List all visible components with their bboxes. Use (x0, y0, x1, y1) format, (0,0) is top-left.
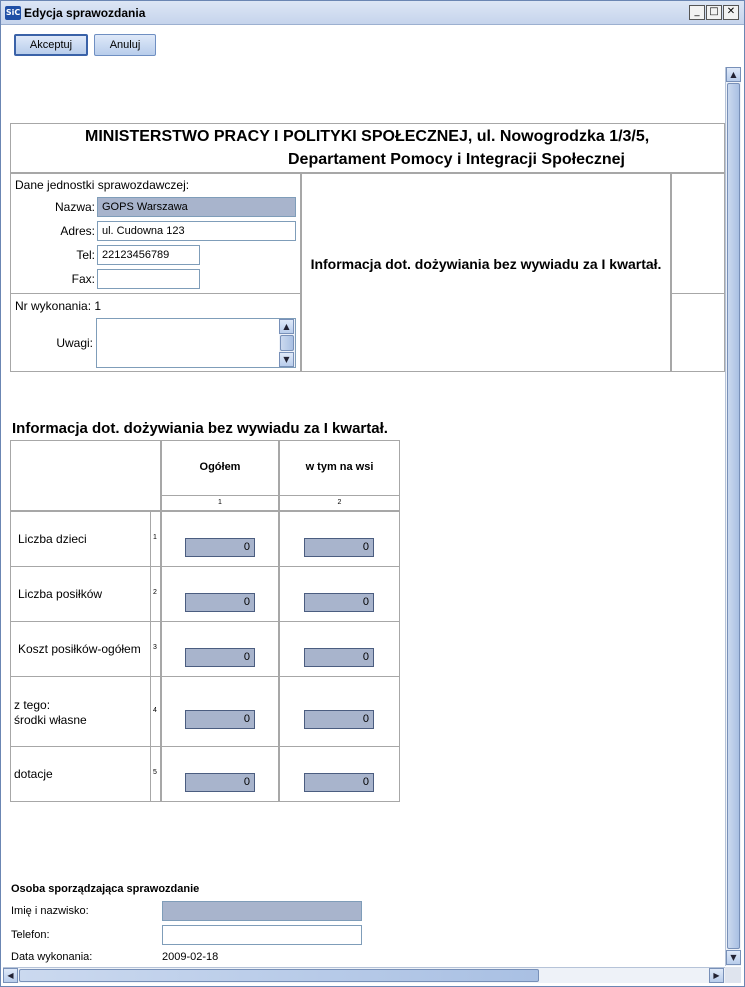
remarks-scroll-thumb[interactable] (280, 335, 294, 351)
cancel-button[interactable]: Anuluj (94, 34, 156, 56)
table-row (10, 676, 151, 747)
accept-button[interactable]: Akceptuj (14, 34, 88, 56)
row-number-cell (150, 746, 161, 802)
row-number-cell (150, 566, 161, 622)
row-label-line2: środki własne (14, 713, 87, 727)
preparer-section-label: Osoba sporządzająca sprawozdanie (11, 883, 200, 895)
row-number: 5 (153, 769, 157, 776)
value-input[interactable]: 0 (185, 538, 255, 557)
arrow-down-icon[interactable]: ▼ (726, 950, 741, 965)
row-number-cell (150, 676, 161, 747)
row-number: 4 (153, 707, 157, 714)
vertical-scroll-thumb[interactable] (727, 83, 740, 949)
unit-tel-field[interactable]: 22123456789 (97, 245, 200, 265)
report-title: Informacja dot. dożywiania bez wywiadu za I kwartał. (310, 256, 662, 272)
col1-header: Ogółem (199, 461, 241, 473)
unit-fax-field[interactable] (97, 269, 200, 289)
tel-label: Tel: (76, 248, 95, 262)
value-input[interactable]: 0 (304, 648, 374, 667)
value-input[interactable]: 0 (304, 773, 374, 792)
table-title: Informacja dot. dożywiania bez wywiadu za I kwartał. (12, 420, 388, 437)
arrow-up-icon[interactable]: ▲ (279, 319, 294, 334)
minimize-icon[interactable]: _ (689, 5, 705, 20)
remarks-label: Uwagi: (56, 336, 93, 350)
preparer-date-value: 2009-02-18 (162, 951, 219, 963)
scrollbar-corner (725, 967, 741, 983)
row-label: Liczba dzieci (18, 532, 87, 546)
window-title: Edycja sprawozdania (24, 6, 146, 20)
row-label-line1: z tego: (14, 698, 51, 712)
value-input[interactable]: 0 (304, 710, 374, 729)
col2-number: 2 (337, 499, 342, 506)
fax-label: Fax: (71, 272, 95, 286)
col2-header: w tym na wsi (305, 461, 374, 473)
value-input[interactable]: 0 (185, 648, 255, 667)
col2-number-cell (279, 495, 400, 511)
table-row (10, 621, 151, 677)
table-row (10, 566, 151, 622)
arrow-down-icon[interactable]: ▼ (279, 352, 294, 367)
arrow-up-icon[interactable]: ▲ (726, 67, 741, 82)
value-input[interactable]: 0 (304, 593, 374, 612)
remarks-scrollbar[interactable] (279, 319, 295, 367)
department-name: Departament Pomocy i Integracji Społecznej (288, 151, 625, 168)
row-number-cell (150, 511, 161, 567)
row-number-cell (150, 621, 161, 677)
value-input[interactable]: 0 (185, 710, 255, 729)
title-bar (1, 1, 744, 25)
col1-header-cell (161, 440, 279, 496)
preparer-phone-label: Telefon: (11, 929, 50, 941)
execution-number: Nr wykonania: 1 (15, 299, 102, 313)
row-number: 2 (153, 589, 157, 596)
unit-name-field[interactable]: GOPS Warszawa (97, 197, 296, 217)
unit-address-field[interactable]: ul. Cudowna 123 (97, 221, 296, 241)
vertical-scrollbar[interactable] (725, 67, 741, 966)
value-input[interactable]: 0 (304, 538, 374, 557)
horizontal-scroll-thumb[interactable] (19, 969, 539, 982)
table-row (10, 511, 151, 567)
col1-number-cell (161, 495, 279, 511)
preparer-name-label: Imię i nazwisko: (11, 905, 89, 917)
app-logo-icon: SiC (5, 6, 21, 20)
row-label: Liczba posiłków (18, 587, 103, 601)
horizontal-scrollbar[interactable] (3, 967, 725, 983)
row-number: 1 (153, 534, 157, 541)
row-label: Koszt posiłków-ogółem (18, 642, 141, 656)
row-label: dotacje (14, 767, 53, 781)
preparer-phone-field[interactable] (162, 925, 362, 945)
value-input[interactable]: 0 (185, 773, 255, 792)
table-row (10, 746, 151, 802)
row-number: 3 (153, 644, 157, 651)
arrow-left-icon[interactable]: ◀ (3, 968, 18, 983)
address-label: Adres: (60, 224, 95, 238)
report-form (10, 67, 725, 965)
table-corner-cell (10, 440, 161, 511)
name-label: Nazwa: (54, 200, 95, 214)
close-icon[interactable]: ✕ (723, 5, 739, 20)
col1-number: 1 (218, 499, 222, 506)
preparer-date-label: Data wykonania: (11, 951, 93, 963)
value-input[interactable]: 0 (185, 593, 255, 612)
right-box-bottom (671, 293, 725, 372)
ministry-name: MINISTERSTWO PRACY I POLITYKI SPOŁECZNEJ, ul. Nowogrodzka 1/3/5, (85, 128, 650, 145)
unit-section-label: Dane jednostki sprawozdawczej: (15, 178, 190, 192)
col2-header-cell (279, 440, 400, 496)
arrow-right-icon[interactable]: ▶ (709, 968, 724, 983)
right-box-top (671, 173, 725, 294)
preparer-name-field[interactable] (162, 901, 362, 921)
remarks-textarea[interactable] (96, 318, 296, 368)
maximize-icon[interactable]: □ (706, 5, 722, 20)
